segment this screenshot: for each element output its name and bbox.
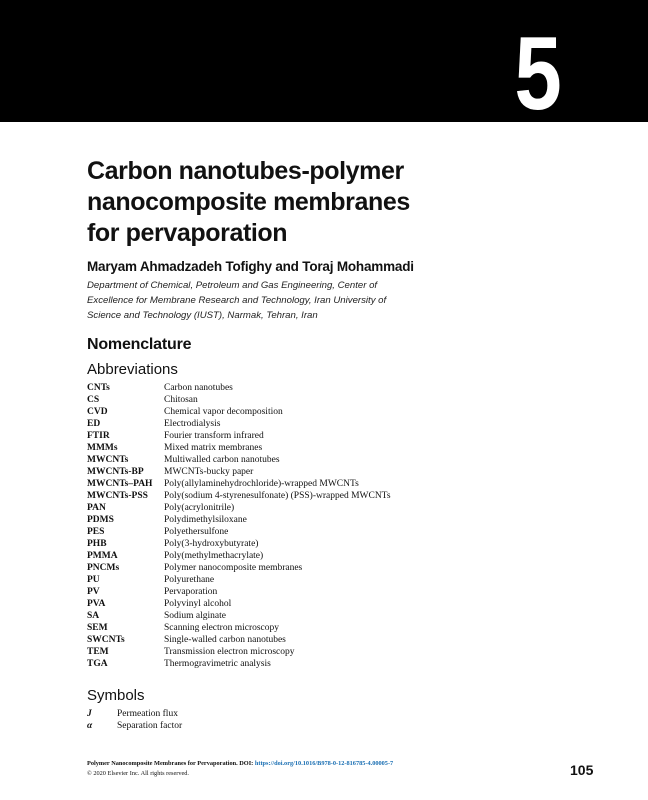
abbreviation-definition: MWCNTs-bucky paper — [164, 467, 254, 477]
abbreviation-row — [87, 550, 557, 562]
abbreviation-term: CNTs — [87, 383, 110, 393]
abbreviation-definition: Fourier transform infrared — [164, 431, 264, 441]
abbreviation-definition: Polydimethylsiloxane — [164, 515, 247, 525]
abbreviation-term: PU — [87, 575, 100, 585]
page-number: 105 — [570, 762, 594, 778]
abbreviation-term: TEM — [87, 647, 109, 657]
abbreviation-term: SWCNTs — [87, 635, 125, 645]
abbreviation-definition: Polyvinyl alcohol — [164, 599, 232, 609]
abbreviation-term: PNCMs — [87, 563, 120, 573]
abbreviation-row — [87, 406, 557, 418]
abbreviation-definition: Transmission electron microscopy — [164, 647, 295, 657]
abbreviation-term: PES — [87, 527, 105, 537]
abbreviation-definition: Polyethersulfone — [164, 527, 229, 537]
abbreviation-definition: Chitosan — [164, 395, 198, 405]
abbreviation-definition: Electrodialysis — [164, 419, 221, 429]
abbreviation-definition: Poly(methylmethacrylate) — [164, 551, 264, 561]
chapter-number: 5 — [514, 16, 562, 132]
symbols-heading: Symbols — [87, 687, 145, 704]
abbreviation-term: PVA — [87, 599, 106, 609]
affiliation-line: Excellence for Membrane Research and Technology, Iran University of — [87, 295, 387, 306]
abbreviation-term: MWCNTs–PAH — [87, 479, 153, 489]
abbreviations-heading: Abbreviations — [87, 361, 178, 378]
abbreviation-row — [87, 586, 557, 598]
abbreviation-row — [87, 634, 557, 646]
abbreviation-term: MWCNTs — [87, 455, 129, 465]
page-footer — [87, 759, 507, 779]
authors: Maryam Ahmadzadeh Tofighy and Toraj Mohammadi — [87, 259, 414, 274]
symbol-term: J — [87, 709, 92, 719]
abbreviation-term: SEM — [87, 623, 108, 633]
symbol-term: α — [87, 721, 93, 731]
abbreviation-row — [87, 658, 557, 670]
abbreviation-definition: Polymer nanocomposite membranes — [164, 563, 303, 573]
abbreviation-term: CS — [87, 395, 100, 405]
chapter-title-line: nanocomposite membranes — [87, 188, 410, 216]
abbreviation-row — [87, 454, 557, 466]
footer-copyright: © 2020 Elsevier Inc. All rights reserved. — [87, 770, 190, 777]
chapter-title — [87, 156, 507, 249]
abbreviation-row — [87, 478, 557, 490]
abbreviation-row — [87, 574, 557, 586]
abbreviation-definition: Thermogravimetric analysis — [164, 659, 271, 669]
abbreviation-definition: Mixed matrix membranes — [164, 443, 263, 453]
affiliation-line: Department of Chemical, Petroleum and Gas Engineering, Center of — [87, 280, 378, 291]
abbreviation-row — [87, 430, 557, 442]
abbreviations-list — [87, 382, 557, 670]
abbreviation-definition: Polyurethane — [164, 575, 215, 585]
footer-citation-line — [87, 759, 507, 769]
abbreviation-definition: Poly(sodium 4-styrenesulfonate) (PSS)-wrapped MWCNTs — [164, 491, 391, 501]
abbreviation-row — [87, 514, 557, 526]
footer-journal: Polymer Nanocomposite Membranes for Pervaporation. DOI: — [87, 760, 254, 767]
doi-link[interactable]: https://doi.org/10.1016/B978-0-12-816785-4.00005-7 — [254, 760, 394, 767]
abbreviation-row — [87, 538, 557, 550]
symbol-definition: Permeation flux — [117, 709, 178, 719]
symbols-list — [87, 708, 182, 732]
symbol-definition: Separation factor — [117, 721, 183, 731]
abbreviation-definition: Poly(3-hydroxybutyrate) — [164, 539, 259, 549]
abbreviation-row — [87, 394, 557, 406]
affiliation-line: Science and Technology (IUST), Narmak, Tehran, Iran — [87, 310, 318, 321]
affiliation — [87, 278, 427, 323]
abbreviation-term: MMMs — [87, 443, 118, 453]
abbreviation-row — [87, 382, 557, 394]
abbreviation-term: PV — [87, 587, 100, 597]
abbreviation-row — [87, 490, 557, 502]
abbreviation-term: FTIR — [87, 431, 110, 441]
abbreviation-row — [87, 418, 557, 430]
chapter-title-line: for pervaporation — [87, 219, 288, 247]
abbreviation-term: PAN — [87, 503, 106, 513]
abbreviation-row — [87, 502, 557, 514]
abbreviation-row — [87, 526, 557, 538]
abbreviation-definition: Pervaporation — [164, 587, 218, 597]
abbreviation-row — [87, 598, 557, 610]
abbreviation-term: CVD — [87, 407, 108, 417]
abbreviation-row — [87, 646, 557, 658]
abbreviation-row — [87, 466, 557, 478]
abbreviation-definition: Single-walled carbon nanotubes — [164, 635, 286, 645]
abbreviation-row — [87, 442, 557, 454]
abbreviation-row — [87, 610, 557, 622]
chapter-title-line: Carbon nanotubes-polymer — [87, 157, 404, 185]
abbreviation-definition: Poly(allylaminehydrochloride)-wrapped MWCNTs — [164, 479, 359, 489]
abbreviation-term: MWCNTs-PSS — [87, 491, 148, 501]
abbreviation-definition: Scanning electron microscopy — [164, 623, 280, 633]
abbreviation-definition: Sodium alginate — [164, 611, 227, 621]
symbol-row — [87, 708, 182, 720]
abbreviation-definition: Chemical vapor decomposition — [164, 407, 283, 417]
abbreviation-term: PDMS — [87, 515, 114, 525]
abbreviation-definition: Multiwalled carbon nanotubes — [164, 455, 280, 465]
abbreviation-term: MWCNTs-BP — [87, 467, 144, 477]
abbreviation-definition: Carbon nanotubes — [164, 383, 233, 393]
abbreviation-row — [87, 562, 557, 574]
abbreviation-term: TGA — [87, 659, 108, 669]
abbreviation-definition: Poly(acrylonitrile) — [164, 503, 235, 513]
abbreviation-term: SA — [87, 611, 100, 621]
abbreviation-term: PMMA — [87, 551, 118, 561]
abbreviation-term: PHB — [87, 539, 107, 549]
nomenclature-heading: Nomenclature — [87, 336, 192, 353]
chapter-banner — [0, 0, 648, 132]
abbreviation-term: ED — [87, 419, 101, 429]
abbreviation-row — [87, 622, 557, 634]
symbol-row — [87, 720, 182, 732]
